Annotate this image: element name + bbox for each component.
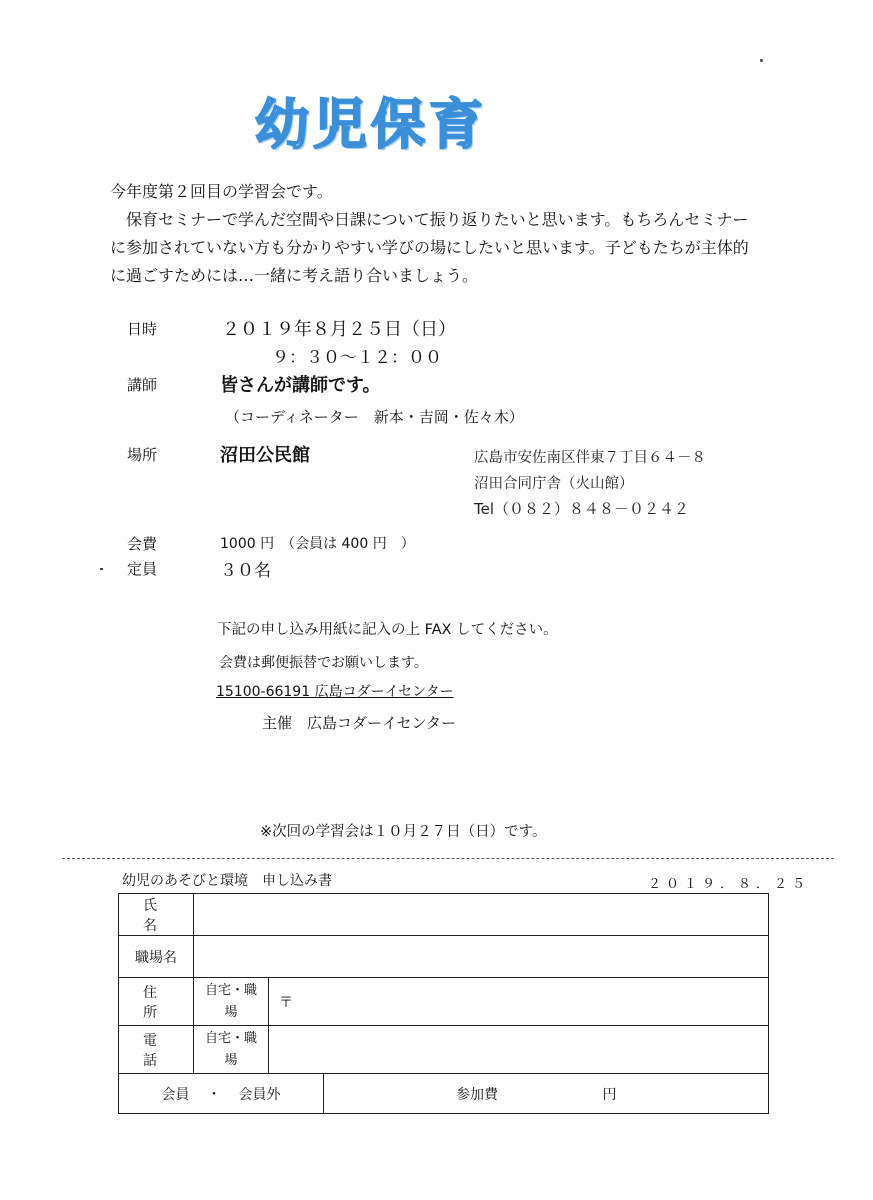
postal-account: 15100-66191 広島コダーイセンター	[216, 684, 454, 700]
member-separator: ・	[207, 1086, 221, 1103]
form-title: 幼児のあそびと環境 申し込み書	[122, 873, 332, 889]
address-type-bottom: 場	[224, 1004, 238, 1020]
capacity-label: 定員	[127, 560, 158, 578]
yen-label: 円	[602, 1086, 617, 1103]
intro-line-1: 今年度第２回目の学習会です。	[110, 182, 333, 201]
intro-text	[110, 178, 760, 290]
scan-speck	[100, 568, 103, 570]
address-label: 住 所	[119, 978, 194, 1026]
intro-line-2: 保育セミナーで学んだ空間や日課について振り返りたいと思います。もちろんセミナーに参加されていない方も分かりやすい学びの場にしたいと思います。子どもたちが主体的に過ごすためには…一緒に考え語り合いましょう。	[110, 210, 749, 285]
nonmember-option[interactable]: 会員外	[238, 1086, 281, 1103]
fee-label: 会費	[127, 535, 158, 553]
phone-field[interactable]	[269, 1026, 769, 1074]
coordinator-text: （コーディネーター 新本・吉岡・佐々木）	[225, 408, 524, 426]
workplace-field[interactable]	[194, 936, 769, 978]
name-field[interactable]	[194, 894, 769, 936]
address-type-top: 自宅・職	[204, 982, 257, 998]
phone-label: 電 話	[119, 1026, 194, 1074]
address-line-1: 広島市安佐南区伴東７丁目６４－８	[474, 450, 706, 466]
next-session-note: ※次回の学習会は１０月２７日（日）です。	[260, 824, 547, 840]
address-type-cell	[194, 978, 269, 1026]
membership-cell[interactable]	[119, 1074, 324, 1114]
postal-mark: 〒	[279, 994, 293, 1011]
participation-fee-label: 参加費	[456, 1086, 498, 1103]
address-line-2: 沼田合同庁舎（火山館）	[474, 476, 634, 492]
place-value: 沼田公民館	[220, 445, 310, 466]
phone-type-bottom: 場	[224, 1052, 238, 1068]
phone-type-top: 自宅・職	[204, 1030, 257, 1046]
time-value: ９：３０～１２：００	[272, 348, 442, 368]
postal-note: 会費は郵便振替でお願いします。	[219, 655, 428, 671]
fee-value: 1000 円 （会員は 400 円 ）	[220, 536, 415, 552]
member-option[interactable]: 会員	[161, 1086, 190, 1103]
scan-speck	[760, 59, 763, 62]
date-value: ２０１９年８月２５日（日）	[222, 319, 456, 340]
name-label: 氏 名	[119, 894, 194, 936]
address-field[interactable]	[269, 978, 769, 1026]
place-label: 場所	[127, 446, 158, 464]
fee-cell[interactable]	[324, 1074, 769, 1114]
form-date: ２０１９．８．２５	[648, 877, 811, 892]
cut-line	[62, 858, 834, 859]
date-label: 日時	[127, 320, 158, 338]
page-title: 幼児保育	[255, 93, 487, 156]
phone-type-cell	[194, 1026, 269, 1074]
address-tel: Tel（０８２）８４８－０２４２	[474, 500, 690, 518]
capacity-value: ３０名	[220, 561, 271, 581]
application-form	[118, 893, 769, 1114]
lecturer-label: 講師	[127, 376, 158, 394]
organizer: 主催 広島コダーイセンター	[262, 714, 456, 732]
workplace-label: 職場名	[119, 936, 194, 978]
lecturer-value: 皆さんが講師です。	[220, 375, 381, 396]
fax-note: 下記の申し込み用紙に記入の上 FAX してください。	[217, 622, 558, 638]
